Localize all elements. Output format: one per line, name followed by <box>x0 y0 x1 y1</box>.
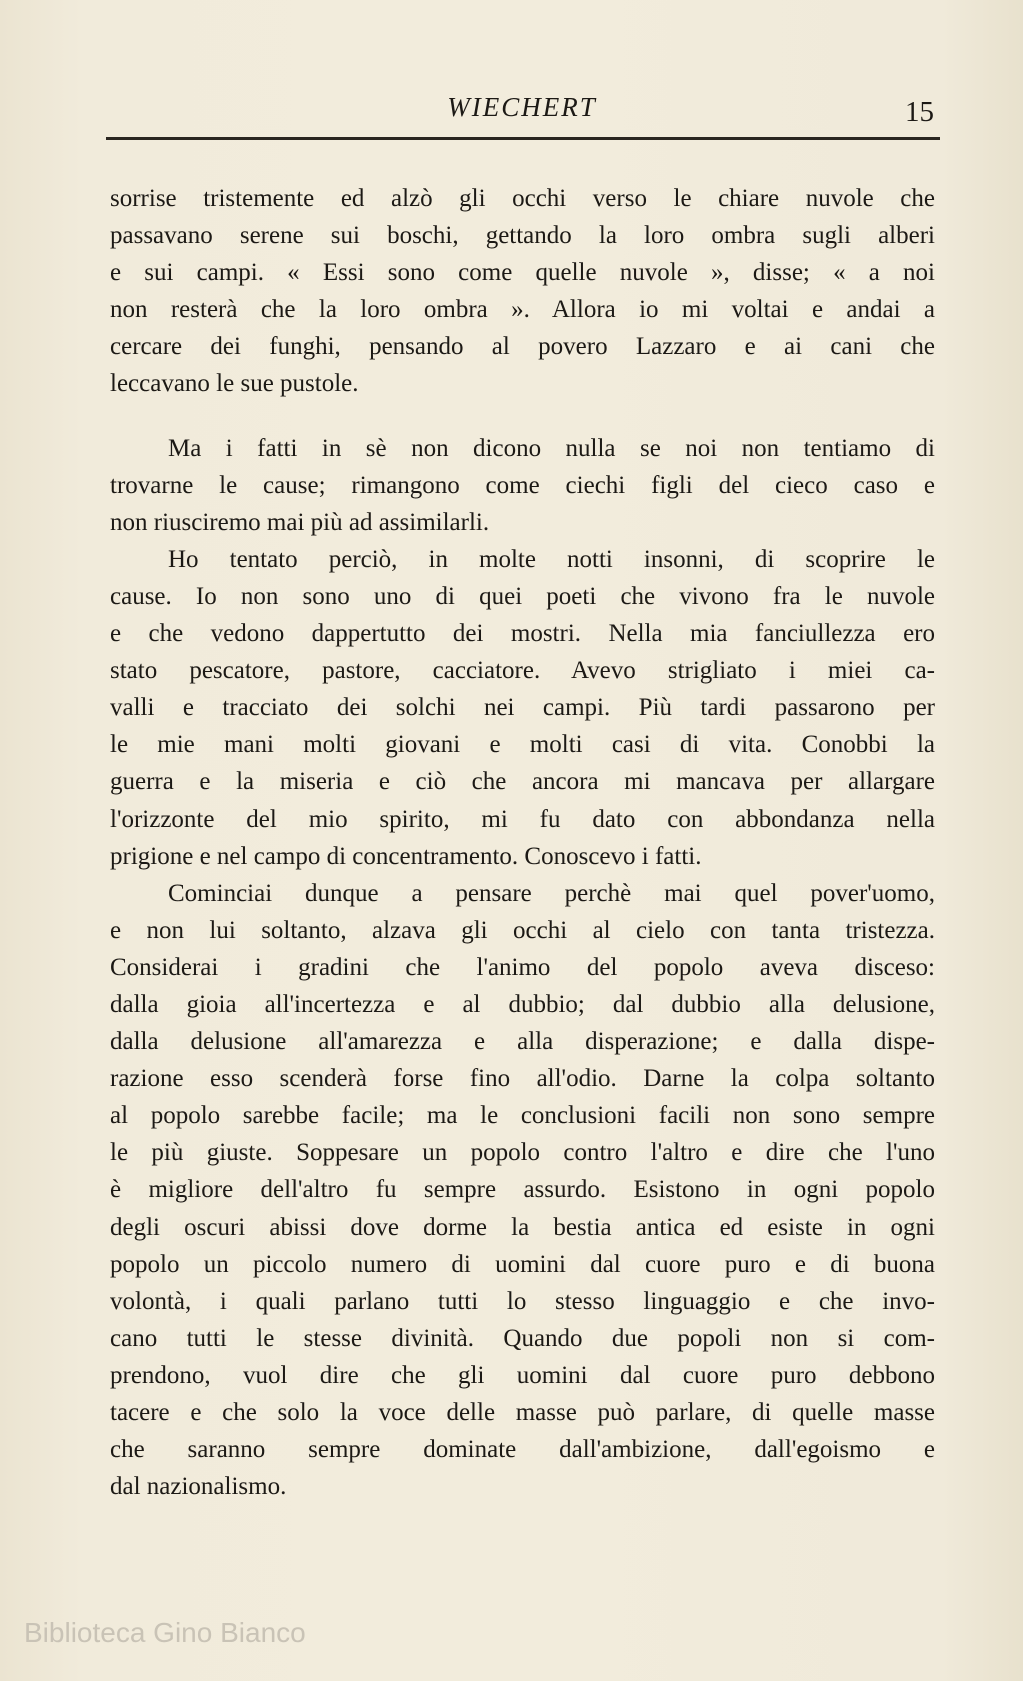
text-line: dal nazionalismo. <box>110 1473 287 1501</box>
text-line: volontà, i quali parlano tutti lo stesso linguaggio e che invo- <box>110 1287 935 1315</box>
text-line: prendono, vuol dire che gli uomini dal cuore puro debbono <box>110 1361 935 1389</box>
text-line: Ma i fatti in sè non dicono nulla se noi non tentiamo di <box>168 434 935 462</box>
body-text <box>110 180 935 1505</box>
paragraph <box>110 180 935 403</box>
text-line: prigione e nel campo di concentramento. Conoscevo i fatti. <box>110 842 702 870</box>
text-line: guerra e la miseria e ciò che ancora mi mancava per allargare <box>110 768 935 796</box>
text-line: Cominciai dunque a pensare perchè mai quel pover'uomo, <box>168 879 935 907</box>
text-line: cano tutti le stesse divinità. Quando due popoli non si com- <box>110 1324 935 1352</box>
text-line: e sui campi. « Essi sono come quelle nuvole », disse; « a noi <box>110 259 935 287</box>
library-watermark: Biblioteca Gino Bianco <box>24 1617 306 1648</box>
paragraph <box>110 541 935 875</box>
text-line: stato pescatore, pastore, cacciatore. Avevo strigliato i miei ca- <box>110 657 935 685</box>
text-line: non riusciremo mai più ad assimilarli. <box>110 508 490 536</box>
paragraph-gap <box>110 403 935 430</box>
paragraph <box>110 875 935 1506</box>
paragraph <box>110 430 935 541</box>
page-number: 15 <box>905 96 934 128</box>
page-header <box>108 88 936 132</box>
text-line: tacere e che solo la voce delle masse può parlare, di quelle masse <box>110 1399 935 1426</box>
text-line: degli oscuri abissi dove dorme la bestia antica ed esiste in ogni <box>110 1213 935 1241</box>
text-line: razione esso scenderà forse fino all'odio. Darne la colpa soltanto <box>110 1065 935 1093</box>
text-line: Ho tentato perciò, in molte notti insonni, di scoprire le <box>168 545 935 573</box>
text-line: e che vedono dappertutto dei mostri. Nella mia fanciullezza ero <box>110 620 935 648</box>
text-line: e non lui soltanto, alzava gli occhi al cielo con tanta tristezza. <box>110 916 935 944</box>
text-line: leccavano le sue pustole. <box>110 370 359 398</box>
text-line: popolo un piccolo numero di uomini dal cuore puro e di buona <box>110 1250 935 1278</box>
text-line: Considerai i gradini che l'animo del popolo aveva disceso: <box>110 953 935 981</box>
text-line: dalla gioia all'incertezza e al dubbio; dal dubbio alla delusione, <box>110 990 935 1018</box>
text-line: valli e tracciato dei solchi nei campi. Più tardi passarono per <box>110 694 935 722</box>
text-line: cause. Io non sono uno di quei poeti che vivono fra le nuvole <box>110 582 935 610</box>
running-title: WIECHERT <box>447 92 597 122</box>
text-line: dalla delusione all'amarezza e alla disperazione; e dalla dispe- <box>110 1028 935 1056</box>
header-rule <box>106 137 940 140</box>
text-line: le più giuste. Soppesare un popolo contro l'altro e dire che l'uno <box>110 1139 935 1167</box>
text-line: sorrise tristemente ed alzò gli occhi verso le chiare nuvole che <box>110 185 935 212</box>
text-line: l'orizzonte del mio spirito, mi fu dato con abbondanza nella <box>110 805 935 833</box>
text-line: cercare dei funghi, pensando al povero Lazzaro e ai cani che <box>110 333 935 361</box>
text-line: le mie mani molti giovani e molti casi di vita. Conobbi la <box>110 731 935 759</box>
text-line: trovarne le cause; rimangono come ciechi figli del cieco caso e <box>110 471 935 499</box>
text-line: è migliore dell'altro fu sempre assurdo. Esistono in ogni popolo <box>110 1176 935 1204</box>
text-line: passavano serene sui boschi, gettando la loro ombra sugli alberi <box>110 222 935 250</box>
text-line: non resterà che la loro ombra ». Allora io mi voltai e andai a <box>110 296 935 324</box>
text-line: che saranno sempre dominate dall'ambizione, dall'egoismo e <box>110 1436 935 1464</box>
text-line: al popolo sarebbe facile; ma le conclusioni facili non sono sempre <box>110 1102 935 1130</box>
